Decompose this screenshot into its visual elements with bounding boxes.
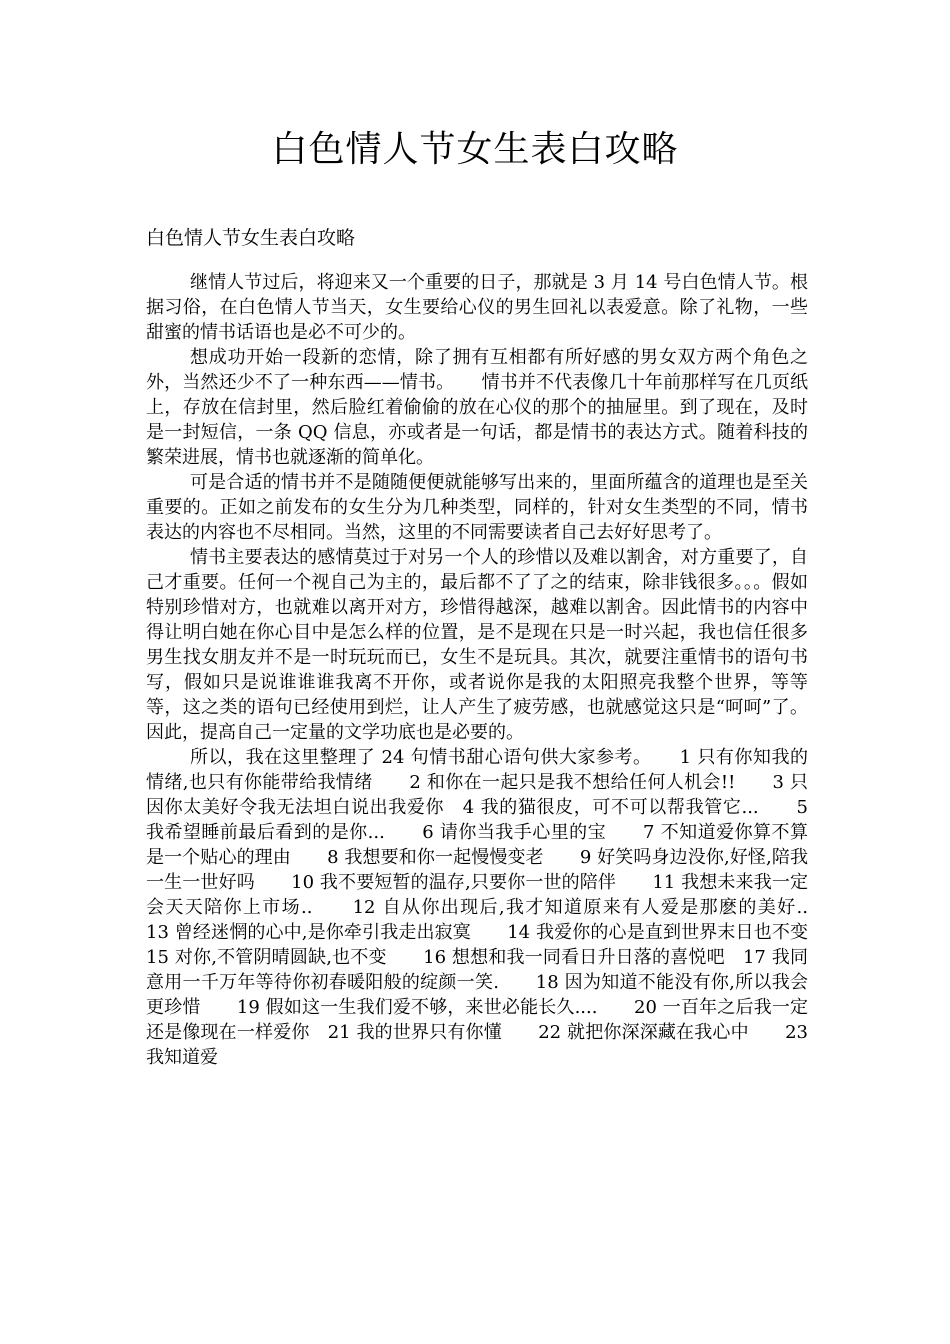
paragraph-suitable-letter: 可是合适的情书并不是随随便便就能够写出来的，里面所蕴含的道理也是至关重要的。正如之前发布的女生分为几种类型，同样的，针对女生类型的不同，情书表达的内容也不尽相同。当然，这里的不同需要读者自己去好好思考了。 xyxy=(146,472,808,543)
document-body xyxy=(146,270,844,1070)
document-title: 白色情人节女生表白攻略 xyxy=(271,129,679,170)
paragraph-cherish: 情书主要表达的感情莫过于对另一个人的珍惜以及难以割舍，对方重要了，自己才重要。任何一个视自己为主的，最后都不了了之的结束，除非钱很多。。。假如特别珍惜对方，也就难以离开对方，珍惜得越深，越难以割舍。因此情书的内容中得让明白她在你心目中是怎么样的位置，是不是现在只是一时兴起，我也信任很多男生找女朋友并不是一时玩玩而已，女生不是玩具。其次，就要注重情书的语句书写，假如只是说谁谁谁我离不开你，或者说你是我的太阳照亮我整个世界，等等等，这之类的语句已经使用到烂，让人产生了疲劳感，也就感觉这只是“呵呵”了。因此，提高自己一定量的文学功底也是必要的。 xyxy=(146,547,808,743)
paragraph-intro: 继情人节过后，将迎来又一个重要的日子，那就是 3 月 14 号白色情人节。根据习俗，在白色情人节当天，女生要给心仪的男生回礼以表爱意。除了礼物，一些甜蜜的情书话语也是必不可少的。 xyxy=(146,272,808,343)
paragraph-love-letter: 想成功开始一段新的恋情，除了拥有互相都有所好感的男女双方两个角色之外，当然还少不了一种东西——情书。 情书并不代表像几十年前那样写在几页纸上，存放在信封里，然后脸红着偷偷的放在心仪的那个的抽屉里。到了现在，及时是一封短信，一条 QQ 信息，亦或者是一句话，都是情书的表达方式。随着科技的繁荣进展，情书也就逐渐的简单化。 xyxy=(146,347,808,468)
document-subtitle: 白色情人节女生表白攻略 xyxy=(146,227,356,249)
paragraph-sweet-sentences: 所以，我在这里整理了 24 句情书甜心语句供大家参考。 1 只有你知我的情绪,也只有你能带给我情绪 2 和你在一起只是我不想给任何人机会!! 3 只因你太美好令我无法坦白说出我爱你 4 我的猫很皮，可不可以帮我管它... 5 我希望睡前最后看到的是你... 6 请你当我手心里的宝 7 不知道爱你算不算是一个贴心的理由 8 我想要和你一起慢慢变老 9 好笑吗身边没你,好怪,陪我一生一世好吗 10 我不要短暂的温存,只要你一世的陪伴 11 我想未来我一定会天天陪你上市场.. 12 自从你出现后,我才知道原来有人爱是那麽的美好.. 13 曾经迷惘的心中,是你牵引我走出寂寞 14 我爱你的心是直到世界末日也不变 15 对你,不管阴晴圆缺,也不变 16 想想和我一同看日升日落的喜悦吧 17 我同意用一千万年等待你初春暖阳般的绽颜一笑. 18 因为知道不能没有你,所以我会更珍惜 19 假如这一生我们爱不够，来世必能长久.... 20 一百年之后我一定还是像现在一样爱你 21 我的世界只有你懂 22 就把你深深藏在我心中 23 我知道爱 xyxy=(146,747,844,1068)
